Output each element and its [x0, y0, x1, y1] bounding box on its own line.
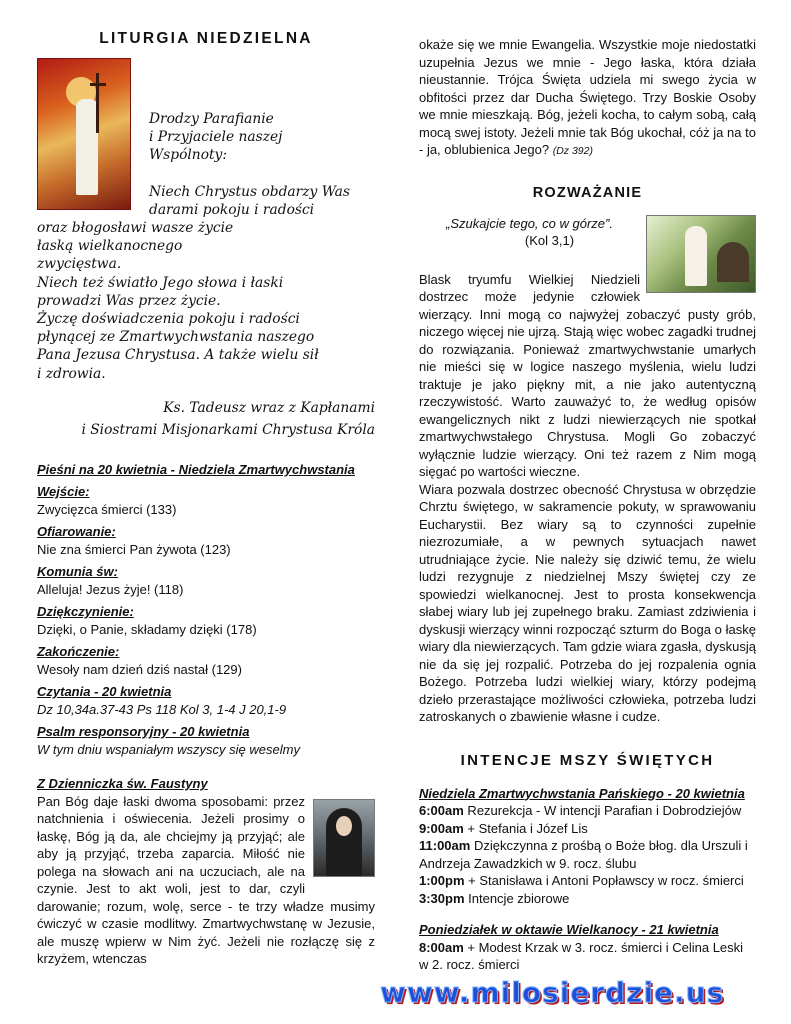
readings-value: Dz 10,34a.37-43 Ps 118 Kol 3, 1-4 J 20,1-9 [37, 701, 287, 717]
song-label: Zakończenie: [37, 643, 120, 659]
intention-row [419, 872, 756, 890]
faustyna-section [37, 775, 375, 968]
intentions-day [419, 921, 756, 974]
intention-text: + Stanisława i Antoni Popławscy w rocz. śmierci [464, 873, 744, 888]
intention-text: Intencje zbiorowe [464, 890, 570, 906]
greeting-line: i zdrowia. [37, 365, 106, 382]
intention-row [419, 939, 756, 974]
intention-row [419, 820, 756, 838]
song-value: Zwycięzca śmierci (133) [37, 501, 177, 517]
resurrection-icon-image [37, 58, 131, 210]
song-label: Wejście: [37, 483, 90, 499]
songs-title: Pieśni na 20 kwietnia - Niedziela Zmartwychwstania [37, 461, 355, 477]
greeting-line: łaską wielkanocnego [37, 238, 183, 255]
intention-row [419, 802, 756, 820]
intentions-day-title: Poniedziałek w oktawie Wielkanocy - 21 kwietnia [419, 922, 719, 937]
reflection-text-2: Wiara pozwala dostrzec obecność Chrystusa w obrzędzie Chrztu świętego, w sakramencie pokuty, w sprawowaniu Eucharystii. Bez wiary są to czynności zupełnie niezrozumiałe, a w pewnych sytuacjach nawet utrudniające życie. Nie należy się dziwić temu, że wielu ludzi rezygnuje z niedzielnej Mszy świętej czy ze spowiedzi wielkanocnej. Jest to prosta konsekwencja słabej wiary lub jej zupełnego braku. Zamiast zdziwienia i dyskusji wierzący winni rozpocząć szturm do Boga o łaskę wiary dla niewierzących. Tam gdzie wiara zgasła, dyskusją nie da się jej rozpalić. Potrzeba do jej rozpalenia ognia Bożego. Potrzeba ludzi wielkiej wiary, którzy podejmą dzieło przerastające możliwości człowieka, potrzeba ludzi zatroskanych o zbawienie własne i cudze. [419, 481, 756, 724]
risen-christ-image [646, 215, 756, 293]
intention-text: + Stefania i Józef Lis [463, 820, 588, 836]
songs-list [37, 461, 375, 759]
greeting-line: Życzę doświadczenia pokoju i radości [37, 311, 300, 328]
song-value: Dzięki, o Panie, składamy dzięki (178) [37, 621, 257, 637]
continuation-text: okaże się we mnie Ewangelia. Wszystkie moje niedostatki uzupełnia Jezus we mnie - Jego łaska, która działa nieustannie. Trójca Święta udziela mi swego życia w obfitości przez dar Ducha Świętego. Trzy Boskie Osoby we mnie mieszkają. Bóg, jeżeli kocha, to całym sobą, całą mocą swej istoty. Jeżeli mnie tak Bóg ukochał, cóż ja na to - ja, oblubienica Jego? [419, 37, 756, 157]
signature-line: i Siostrami Misjonarkami Chrystusa Króla [81, 421, 375, 438]
psalm-label: Psalm responsoryjny - 20 kwietnia [37, 723, 250, 739]
song-label: Komunia św: [37, 563, 118, 579]
greeting-line: Niech Chrystus obdarzy Was [149, 183, 350, 200]
left-column [37, 30, 375, 968]
signature-line: Ks. Tadeusz wraz z Kapłanami [163, 399, 375, 416]
greeting-line: Drodzy Parafianie [149, 111, 274, 127]
faustyna-portrait-image [313, 799, 375, 877]
greeting-line: zwycięstwa. [37, 256, 122, 273]
intention-time: 1:00pm [419, 873, 465, 888]
intention-text: Dziękczynna z prośbą o Boże błog. dla Urszuli i Andrzeja Zawadzkich w 9. rocz. ślubu [419, 838, 748, 871]
greeting-line: darami pokoju i radości [149, 201, 315, 218]
song-value: Nie zna śmierci Pan żywota (123) [37, 541, 231, 557]
reflection-quote: „Szukajcie tego, co w górze”. [446, 215, 613, 231]
intention-time: 8:00am [419, 939, 464, 955]
section-title-intencje: INTENCJE MSZY ŚWIĘTYCH [460, 751, 715, 769]
intention-time: 11:00am [419, 838, 471, 853]
intentions-day-title: Niedziela Zmartwychwstania Pańskiego - 20 kwietnia [419, 785, 745, 801]
reflection-text: Blask tryumfu Wielkiej Niedzieli dostrzec może jedynie człowiek wierzący. Inni mogą co najwyżej zobaczyć pusty grób, niczego więcej nie ujrzą. Stają więc wobec zagadki trudnej do rozwiązania. Ponieważ zmartwychwstanie umarłych nie mieści się w logice naszego myślenia, wielu ludzi traktuje je jako piękny mit, a nie jako autentyczną rzeczywistość. Warto zauważyć to, że według opisów ewangelicznych nikt z ludzi niewierzących nie spotkał zmartwychwstałego Chrystusa. Mogli Go zobaczyć wyłącznie ludzie wierzący. Oni też razem z Nim mogą sięgać po wartości wieczne. [419, 271, 756, 479]
continuation-source: (Dz 392) [552, 145, 593, 157]
greeting-line: Pana Jezusa Chrystusa. A także wielu sił [37, 347, 319, 364]
song-value: Alleluja! Jezus żyje! (118) [37, 581, 184, 597]
reflection-quote-ref: (Kol 3,1) [524, 232, 575, 248]
intention-time: 6:00am [419, 803, 464, 818]
intention-row [419, 837, 756, 872]
intention-text: + Modest Krzak w 3. rocz. śmierci i Celina Leski w 2. rocz. śmierci [419, 939, 744, 972]
psalm-value: W tym dniu wspaniałym wszyscy się weselmy [37, 741, 300, 757]
intention-row [419, 890, 756, 908]
faustyna-text: Pan Bóg daje łaski dwoma sposobami: przez natchnienia i oświecenia. Jeżeli prosimy o łaskę, Bóg ją da, ale chciejmy ją przyjąć; ale aby ją przyjąć, trzeba zaparcia. Miłość nie polega na słowach ani na uczuciach, ale na czynie. Jest to akt woli, jest to dar, czyli darowanie; rozum, wolę, serce - te trzy władze musimy ćwiczyć w czasie modlitwy. Zmartwychwstanę w Jezusie, ale muszę wpierw w Nim żyć. Jeżeli nie rozłączę się z krzyżem, wtenczas [37, 793, 375, 967]
greeting-line: płynącej ze Zmartwychwstania naszego [37, 329, 315, 346]
signature [37, 397, 375, 441]
faustyna-continuation [419, 36, 756, 161]
greeting-line: Wspólnoty: [149, 147, 227, 164]
song-label: Dziękczynienie: [37, 603, 134, 619]
website-link[interactable]: www.milosierdzie.us [380, 976, 725, 1009]
greeting-line: prowadzi Was przez życie. [37, 292, 221, 309]
greeting-line: oraz błogosławi wasze życie [37, 220, 234, 237]
right-column [419, 36, 756, 974]
faustyna-title: Z Dzienniczka św. Faustyny [37, 775, 208, 791]
intention-text: Rezurekcja - W intencji Parafian i Dobrodziejów [463, 803, 742, 818]
intention-time: 3:30pm [419, 890, 465, 906]
readings-label: Czytania - 20 kwietnia [37, 683, 172, 699]
section-title-rozwazanie: ROZWAŻANIE [532, 184, 643, 201]
greeting-line: Niech też światło Jego słowa i łaski [37, 274, 284, 291]
intention-time: 9:00am [419, 820, 464, 836]
section-title-liturgia: LITURGIA NIEDZIELNA [99, 30, 313, 47]
song-value: Wesoły nam dzień dziś nastał (129) [37, 661, 242, 677]
song-label: Ofiarowanie: [37, 523, 116, 539]
intentions-day [419, 785, 756, 908]
greeting-line: i Przyjaciele naszej [149, 129, 283, 146]
